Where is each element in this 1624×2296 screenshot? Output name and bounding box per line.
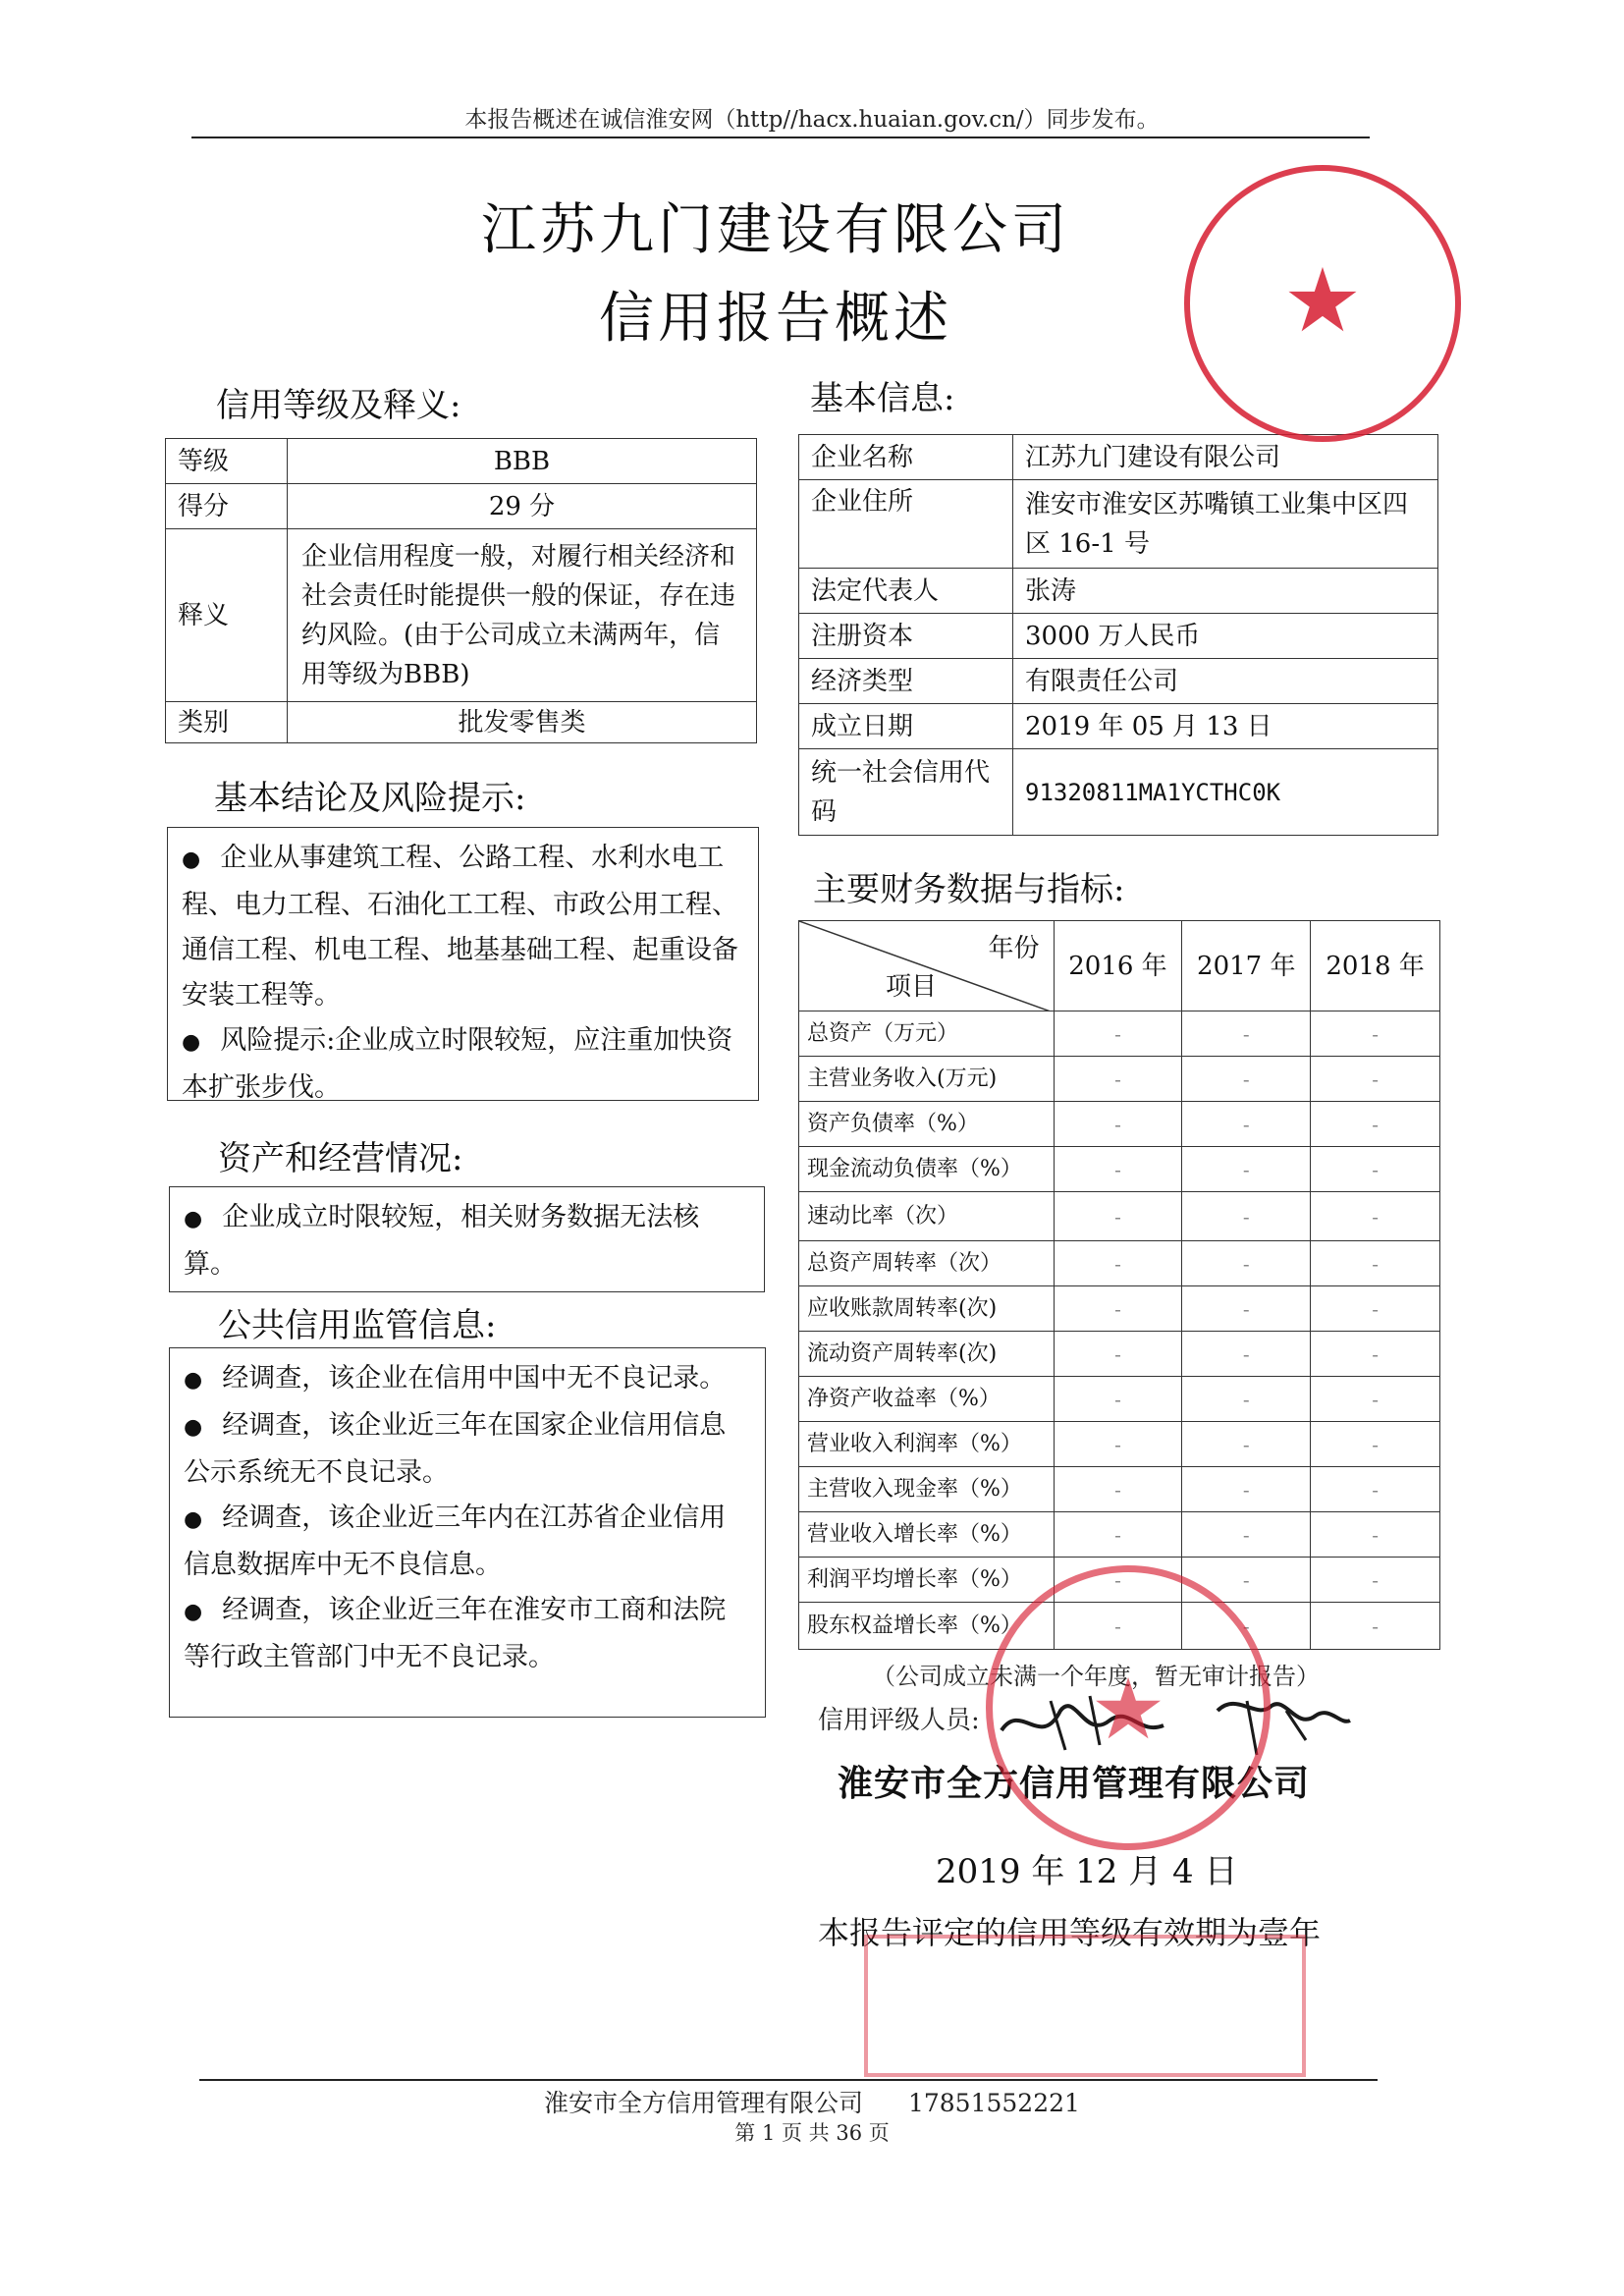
assets-item: ● 企业成立时限较短，相关财务数据无法核算。 xyxy=(184,1202,700,1280)
company-seal xyxy=(986,1565,1271,1850)
info-value: 3000 万人民币 xyxy=(1013,614,1438,659)
financial-row xyxy=(799,1332,1440,1377)
star-icon: ★ xyxy=(1090,1661,1166,1759)
financial-cell: - xyxy=(1311,1241,1440,1286)
supervision-box xyxy=(169,1347,766,1718)
financial-row xyxy=(799,1011,1440,1057)
grade-value: BBB xyxy=(288,439,757,484)
financial-cell: - xyxy=(1311,1377,1440,1422)
financial-row-label: 净资产收益率（%） xyxy=(799,1377,1055,1422)
financial-cell: - xyxy=(1182,1057,1311,1102)
section-supervision: 公共信用监管信息: xyxy=(218,1306,497,1345)
financial-row-label: 利润平均增长率（%） xyxy=(799,1558,1055,1603)
financial-cell: - xyxy=(1054,1377,1182,1422)
info-label: 企业名称 xyxy=(799,435,1013,480)
financial-cell: - xyxy=(1054,1286,1182,1332)
financial-row-label: 主营收入现金率（%） xyxy=(799,1467,1055,1512)
basic-info-table xyxy=(798,434,1438,836)
financial-row xyxy=(799,1102,1440,1147)
financial-row-label: 现金流动负债率（%） xyxy=(799,1147,1055,1192)
rater-label: 信用评级人员: xyxy=(818,1706,980,1735)
grade-label: 等级 xyxy=(166,439,288,484)
financial-row-label: 总资产（万元） xyxy=(799,1011,1055,1057)
financial-cell: - xyxy=(1182,1192,1311,1241)
footer-rule xyxy=(199,2079,1378,2081)
financial-cell: - xyxy=(1311,1102,1440,1147)
financial-row-label: 资产负债率（%） xyxy=(799,1102,1055,1147)
financial-row xyxy=(799,1512,1440,1558)
section-basic-info: 基本信息: xyxy=(810,379,955,418)
financial-cell: - xyxy=(1054,1241,1182,1286)
office-seal xyxy=(1184,165,1461,442)
financial-row-label: 股东权益增长率（%） xyxy=(799,1603,1055,1650)
financial-row xyxy=(799,1192,1440,1241)
info-value: 江苏九门建设有限公司 xyxy=(1013,435,1438,480)
financial-row-label: 速动比率（次） xyxy=(799,1192,1055,1241)
supervision-item: ● 经调查，该企业近三年在淮安市工商和法院等行政主管部门中无不良记录。 xyxy=(184,1595,727,1672)
footer-page: 第 1 页 共 36 页 xyxy=(734,2121,890,2145)
financial-row xyxy=(799,1241,1440,1286)
meaning-value: 企业信用程度一般，对履行相关经济和社会责任时能提供一般的保证，存在违约风险。(由于公司成立未满两年，信用等级为BBB) xyxy=(288,529,757,702)
financial-cell: - xyxy=(1054,1603,1182,1650)
supervision-item: ● 经调查，该企业近三年内在江苏省企业信用信息数据库中无不良信息。 xyxy=(184,1503,727,1580)
financial-cell: - xyxy=(1054,1512,1182,1558)
header-rule xyxy=(191,137,1370,138)
category-value: 批发零售类 xyxy=(288,702,757,743)
financial-cell: - xyxy=(1311,1286,1440,1332)
financial-rows xyxy=(799,1011,1440,1650)
financial-table xyxy=(798,920,1440,1650)
financial-cell: - xyxy=(1054,1467,1182,1512)
section-financial: 主要财务数据与指标: xyxy=(813,870,1125,909)
financial-row xyxy=(799,1286,1440,1332)
financial-cell: - xyxy=(1311,1192,1440,1241)
financial-cell: - xyxy=(1311,1147,1440,1192)
info-label: 注册资本 xyxy=(799,614,1013,659)
financial-cell: - xyxy=(1182,1422,1311,1467)
supervision-item: ● 经调查，该企业在信用中国中无不良记录。 xyxy=(184,1363,727,1394)
financial-row xyxy=(799,1057,1440,1102)
rectangular-seal xyxy=(864,1935,1306,2077)
financial-cell: - xyxy=(1311,1422,1440,1467)
category-label: 类别 xyxy=(166,702,288,743)
financial-cell: - xyxy=(1311,1512,1440,1558)
financial-cell: - xyxy=(1054,1422,1182,1467)
financial-row xyxy=(799,1422,1440,1467)
financial-cell: - xyxy=(1182,1102,1311,1147)
corner-year-label: 年份 xyxy=(988,934,1040,963)
financial-row-label: 营业收入增长率（%） xyxy=(799,1512,1055,1558)
financial-cell: - xyxy=(1182,1011,1311,1057)
financial-cell: - xyxy=(1182,1241,1311,1286)
financial-cell: - xyxy=(1182,1558,1311,1603)
section-credit-rating: 信用等级及释义: xyxy=(216,386,461,425)
info-label: 企业住所 xyxy=(799,480,1013,569)
financial-cell: - xyxy=(1182,1603,1311,1650)
financial-row-label: 流动资产周转率(次) xyxy=(799,1332,1055,1377)
score-value: 29 分 xyxy=(288,484,757,529)
assets-box xyxy=(169,1186,765,1292)
validity-note: 本报告评定的信用等级有效期为壹年 xyxy=(818,1914,1322,1951)
financial-cell: - xyxy=(1054,1192,1182,1241)
financial-cell: - xyxy=(1311,1332,1440,1377)
meaning-label: 释义 xyxy=(166,529,288,702)
financial-row xyxy=(799,1377,1440,1422)
financial-row xyxy=(799,1147,1440,1192)
financial-row-label: 总资产周转率（次） xyxy=(799,1241,1055,1286)
info-value: 2019 年 05 月 13 日 xyxy=(1013,704,1438,749)
year-header: 2016 年 xyxy=(1054,921,1182,1011)
financial-row-label: 主营业务收入(万元) xyxy=(799,1057,1055,1102)
info-label: 成立日期 xyxy=(799,704,1013,749)
conclusion-item: ● 企业从事建筑工程、公路工程、水利水电工程、电力工程、石油化工工程、市政公用工程、通信工程、机电工程、地基基础工程、起重设备安装工程等。 xyxy=(182,843,738,1011)
info-value: 淮安市淮安区苏嘴镇工业集中区四区 16-1 号 xyxy=(1013,480,1438,569)
financial-cell: - xyxy=(1182,1147,1311,1192)
info-label: 法定代表人 xyxy=(799,569,1013,614)
financial-cell: - xyxy=(1054,1332,1182,1377)
footer-company-line xyxy=(0,2084,1624,2119)
financial-cell: - xyxy=(1182,1512,1311,1558)
info-value: 张涛 xyxy=(1013,569,1438,614)
financial-row xyxy=(799,1467,1440,1512)
year-header: 2018 年 xyxy=(1311,921,1440,1011)
financial-cell: - xyxy=(1311,1467,1440,1512)
conclusion-item: ● 风险提示:企业成立时限较短，应注重加快资本扩张步伐。 xyxy=(182,1025,733,1103)
header-note: 本报告概述在诚信淮安网（http//hacx.huaian.gov.cn/）同步发布。 xyxy=(464,107,1160,133)
financial-cell: - xyxy=(1311,1057,1440,1102)
issuer-name: 淮安市全方信用管理有限公司 xyxy=(838,1763,1311,1804)
financial-cell: - xyxy=(1054,1102,1182,1147)
score-label: 得分 xyxy=(166,484,288,529)
year-header: 2017 年 xyxy=(1182,921,1311,1011)
star-icon: ★ xyxy=(1282,249,1363,353)
financial-cell: - xyxy=(1182,1377,1311,1422)
financial-note: （公司成立未满一个年度，暂无审计报告） xyxy=(872,1663,1320,1690)
info-value: 91320811MA1YCTHC0K xyxy=(1013,749,1438,836)
section-conclusion: 基本结论及风险提示: xyxy=(214,779,526,818)
supervision-item: ● 经调查，该企业近三年在国家企业信用信息公示系统无不良记录。 xyxy=(184,1410,727,1488)
corner-item-label: 项目 xyxy=(886,972,938,1002)
financial-cell: - xyxy=(1311,1558,1440,1603)
financial-cell: - xyxy=(1182,1286,1311,1332)
financial-cell: - xyxy=(1311,1603,1440,1650)
footer-company: 淮安市全方信用管理有限公司 xyxy=(544,2089,864,2117)
footer-phone: 17851552221 xyxy=(907,2089,1080,2117)
financial-cell: - xyxy=(1182,1467,1311,1512)
conclusion-box xyxy=(167,827,759,1101)
financial-cell: - xyxy=(1054,1558,1182,1603)
financial-row-label: 营业收入利润率（%） xyxy=(799,1422,1055,1467)
info-label: 统一社会信用代码 xyxy=(799,749,1013,836)
financial-cell: - xyxy=(1182,1332,1311,1377)
corner-cell xyxy=(799,921,1055,1011)
issue-date: 2019 年 12 月 4 日 xyxy=(936,1852,1238,1891)
info-label: 经济类型 xyxy=(799,659,1013,704)
financial-cell: - xyxy=(1311,1011,1440,1057)
document-subtitle: 信用报告概述 xyxy=(599,287,952,351)
financial-cell: - xyxy=(1054,1057,1182,1102)
info-value: 有限责任公司 xyxy=(1013,659,1438,704)
document-title: 江苏九门建设有限公司 xyxy=(481,198,1070,262)
financial-cell: - xyxy=(1054,1011,1182,1057)
rating-table xyxy=(165,438,757,743)
section-assets: 资产和经营情况: xyxy=(218,1139,463,1178)
financial-cell: - xyxy=(1054,1147,1182,1192)
financial-row-label: 应收账款周转率(次) xyxy=(799,1286,1055,1332)
